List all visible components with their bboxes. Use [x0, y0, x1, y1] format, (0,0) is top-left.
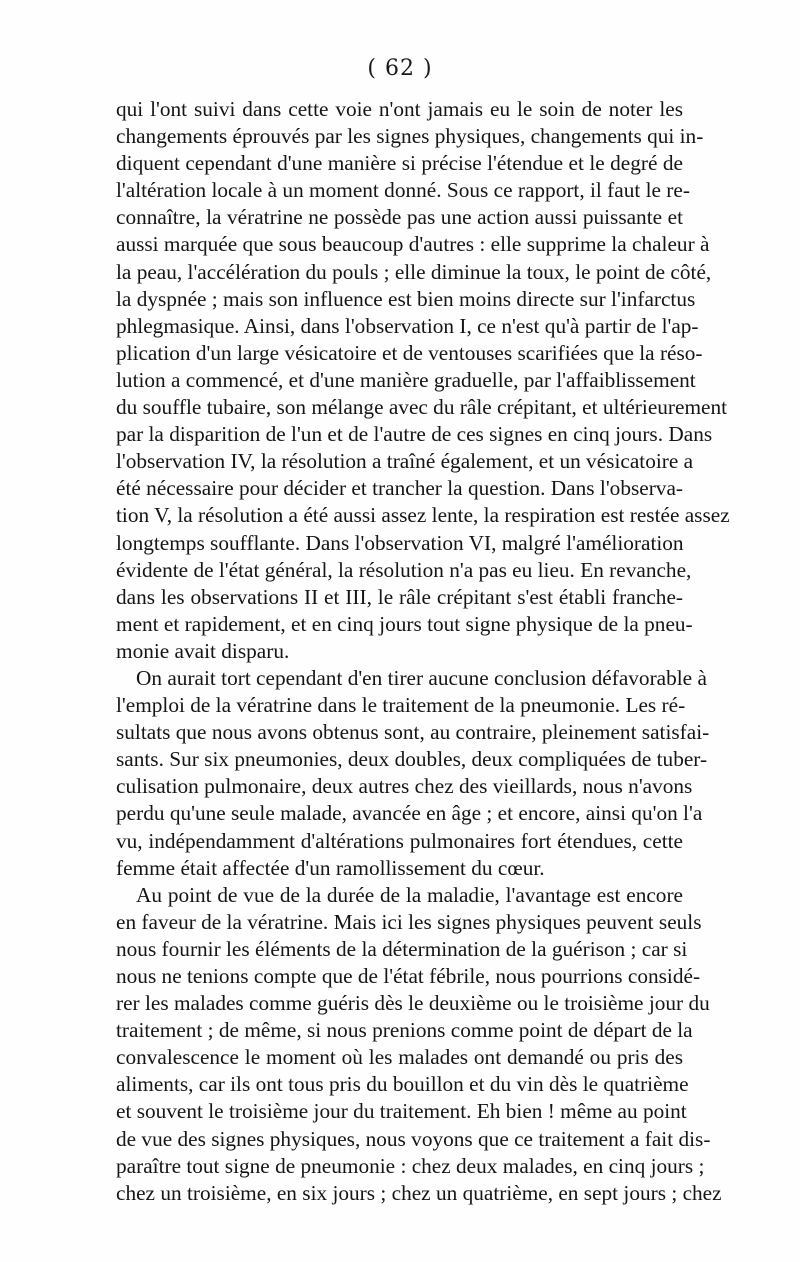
text-line: monie avait disparu.: [116, 638, 290, 663]
text-line: rer les malades comme guéris dès le deuxième ou le troisième jour du: [116, 991, 710, 1016]
text-line: changements éprouvés par les signes physiques, changements qui in-: [116, 124, 704, 149]
text-line: plication d'un large vésicatoire et de ventouses scarifiées que la réso-: [116, 340, 703, 365]
text-line: par la disparition de l'un et de l'autre de ces signes en cinq jours. Dans: [116, 422, 713, 447]
text-line: qui l'ont suivi dans cette voie n'ont jamais eu le soin de noter les: [116, 97, 683, 121]
text-line: du souffle tubaire, son mélange avec du râle crépitant, et ultérieurement: [116, 395, 728, 420]
text-line: l'altération locale à un moment donné. Sous ce rapport, il faut le re-: [116, 178, 690, 203]
text-line: la dyspnée ; mais son influence est bien moins directe sur l'infarctus: [116, 286, 696, 311]
text-line: perdu qu'une seule malade, avancée en âge ; et encore, ainsi qu'on l'a: [116, 801, 703, 826]
text-line: femme était affectée d'un ramollissement du cœur.: [116, 855, 545, 880]
text-line: aliments, car ils ont tous pris du bouillon et du vin dès le quatrième: [116, 1072, 689, 1097]
text-line: dans les observations II et III, le râle crépitant s'est établi franche-: [116, 584, 683, 609]
text-line: paraître tout signe de pneumonie : chez deux malades, en cinq jours ;: [116, 1153, 705, 1178]
text-line: aussi marquée que sous beaucoup d'autres : elle supprime la chaleur à: [116, 232, 710, 257]
text-line: de vue des signes physiques, nous voyons que ce traitement a fait dis-: [116, 1126, 711, 1151]
text-line: lution a commencé, et d'une manière graduelle, par l'affaiblissement: [116, 367, 696, 392]
text-line: l'emploi de la vératrine dans le traitement de la pneumonie. Les ré-: [116, 693, 686, 718]
text-line: l'observation IV, la résolution a traîné également, et un vésicatoire a: [116, 449, 694, 474]
text-line: diquent cependant d'une manière si précise l'étendue et le degré de: [116, 151, 683, 176]
text-line: tion V, la résolution a été aussi assez lente, la respiration est restée assez: [116, 503, 730, 528]
text-line: nous fournir les éléments de la détermination de la guérison ; car si: [116, 936, 688, 961]
text-line: en faveur de la vératrine. Mais ici les signes physiques peuvent seuls: [116, 909, 702, 934]
text-line: vu, indépendamment d'altérations pulmonaires fort étendues, cette: [116, 828, 683, 853]
text-line: traitement ; de même, si nous prenions comme point de départ de la: [116, 1018, 693, 1043]
text-line: longtemps soufflante. Dans l'observation VI, malgré l'amélioration: [116, 530, 684, 555]
text-line: culisation pulmonaire, deux autres chez des vieillards, nous n'avons: [116, 774, 693, 799]
paragraph: [116, 665, 710, 882]
text-line: convalescence le moment où les malades ont demandé ou pris des: [116, 1045, 683, 1070]
paragraph: [116, 96, 730, 665]
text-line: connaître, la vératrine ne possède pas une action aussi puissante et: [116, 205, 683, 230]
text-line: été nécessaire pour décider et trancher la question. Dans l'observa-: [116, 476, 683, 501]
text-line: et souvent le troisième jour du traitement. Eh bien ! même au point: [116, 1099, 687, 1124]
text-line: nous ne tenions compte que de l'état fébrile, nous pourrions considé-: [116, 964, 701, 988]
text-line: évidente de l'état général, la résolution n'a pas eu lieu. En revanche,: [116, 557, 692, 582]
body-text: [116, 96, 730, 1207]
text-line: la peau, l'accélération du pouls ; elle diminue la toux, le point de côté,: [116, 259, 712, 284]
text-line: sultats que nous avons obtenus sont, au contraire, pleinement satisfai-: [116, 720, 710, 745]
page-number: ( 62 ): [367, 56, 433, 81]
text-line: On aurait tort cependant d'en tirer aucune conclusion défavorable à: [136, 665, 707, 690]
text-line: phlegmasique. Ainsi, dans l'observation I, ce n'est qu'à partir de l'ap-: [116, 313, 699, 338]
text-line: Au point de vue de la durée de la maladie, l'avantage est encore: [136, 882, 683, 907]
text-line: chez un troisième, en six jours ; chez un quatrième, en sept jours ; chez: [116, 1180, 722, 1205]
text-line: sants. Sur six pneumonies, deux doubles, deux compliquées de tuber-: [116, 747, 708, 772]
paragraph: [116, 882, 722, 1207]
text-line: ment et rapidement, et en cinq jours tout signe physique de la pneu-: [116, 611, 693, 636]
